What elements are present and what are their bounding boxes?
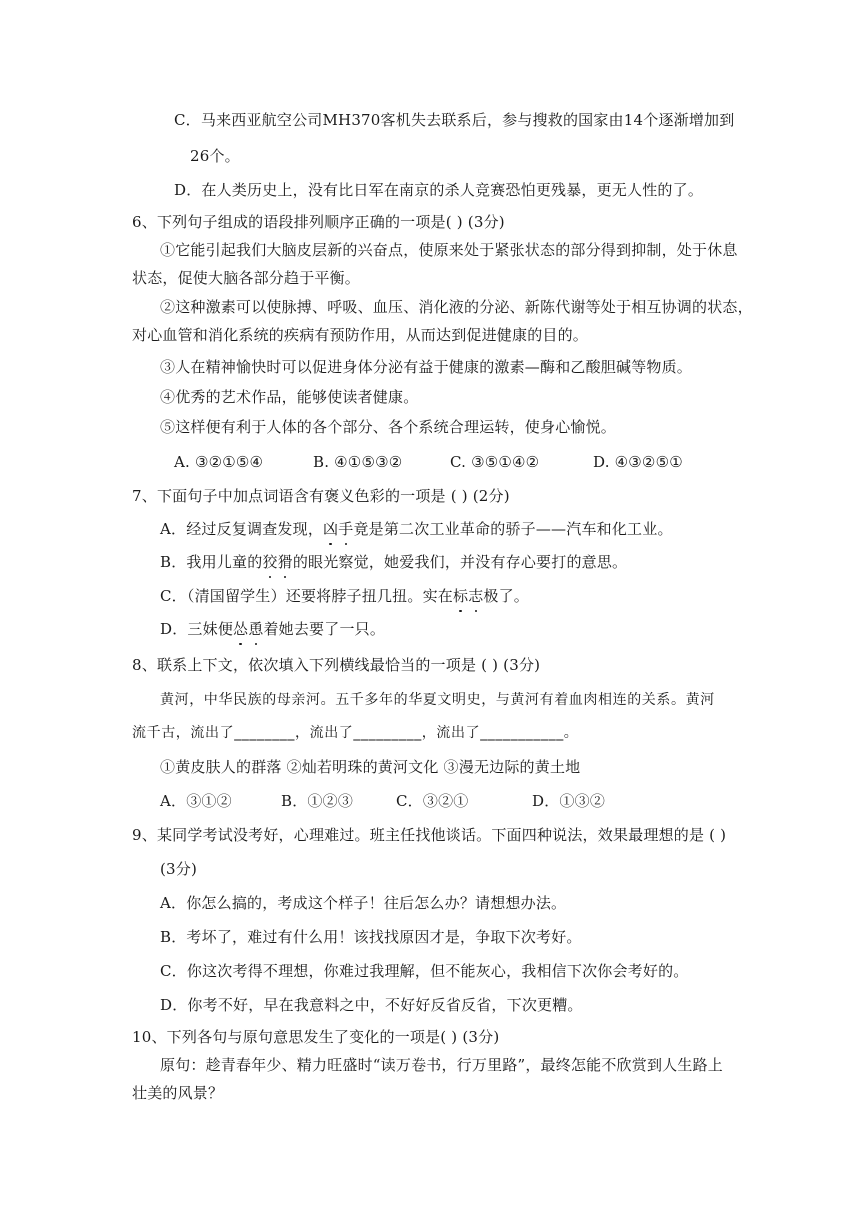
q7-option-b-text: B．我用儿童的 — [160, 553, 263, 571]
q6-sentence-5: ⑤这样便有利于人体的各个部分、各个系统合理运转，使身心愉悦。 — [160, 418, 617, 436]
q7-option-d-text: D．三妹便 — [160, 620, 234, 638]
q6-sentence-4: ④优秀的艺术作品，能够使读者健康。 — [160, 388, 419, 406]
q6-sentence-3: ③人在精神愉快时可以促进身体分泌有益于健康的激素—酶和乙酸胆碱等物质。 — [160, 358, 693, 376]
dotted-char: 怂 — [233, 620, 249, 638]
q6-sentence-1-line1: ①它能引起我们大脑皮层新的兴奋点，使原来处于紧张状态的部分得到抑制，处于休息 — [160, 241, 738, 259]
q8-passage-line1: 黄河，中华民族的母亲河。五千多年的华夏文明史，与黄河有着血肉相连的关系。黄河 — [160, 692, 715, 708]
dotted-char: 标 — [452, 587, 469, 605]
q7-option-b — [160, 552, 627, 572]
dotted-char: 恿 — [248, 620, 264, 638]
q6-option-b: B. ④①⑤③② — [313, 453, 403, 471]
q7-option-a — [160, 519, 673, 539]
q6-sentence-2-line1: ②这种激素可以使脉搏、呼吸、血压、消化液的分泌、新陈代谢等处于相互协调的状态， — [160, 298, 753, 316]
q9-option-a: A．你怎么搞的，考成这个样子！往后怎么办？请想想办法。 — [160, 894, 567, 912]
q7-option-b-text: 的眼光察觉，她爱我们，并没有存心要打的意思。 — [292, 553, 628, 571]
q7-option-c-text: 极了。 — [483, 587, 529, 605]
q6-option-a: A. ③②①⑤④ — [174, 453, 264, 471]
q9-option-b: B．考坏了，难过有什么用！该找找原因才是，争取下次考好。 — [160, 928, 582, 946]
q8-option-c: C．③②① — [396, 792, 469, 810]
q6-stem: 6、下列句子组成的语段排列顺序正确的一项是( ) (3分) — [132, 213, 505, 231]
q7-stem: 7、下面句子中加点词语含有褒义色彩的一项是 ( ) (2分) — [132, 487, 510, 505]
q5-option-c-line2: 26个。 — [190, 147, 240, 165]
q6-sentence-1-line2: 状态，促使大脑各部分趋于平衡。 — [132, 269, 361, 287]
q7-option-c-dotted-word — [453, 587, 483, 605]
q8-option-d: D．①③② — [532, 792, 606, 810]
q7-option-d — [160, 619, 385, 639]
q8-stem: 8、联系上下文，依次填入下列横线最恰当的一项是 ( ) (3分) — [132, 656, 541, 674]
q7-option-a-text: A．经过反复调查发现， — [160, 520, 324, 538]
q9-option-d: D．你考不好，早在我意料之中，不好好反省反省，下次更糟。 — [160, 996, 583, 1014]
q7-option-c — [160, 586, 529, 606]
q8-option-b: B．①②③ — [281, 792, 354, 810]
dotted-char: 志 — [468, 587, 484, 605]
dotted-char: 猾 — [277, 553, 293, 571]
q7-option-c-text: C．（清国留学生）还要将脖子扭几扭。实在 — [160, 587, 453, 605]
q7-option-d-text: 着她去要了一只。 — [263, 620, 386, 638]
q9-stem-line2: (3分) — [160, 860, 198, 878]
q6-option-d: D. ④③②⑤① — [593, 453, 683, 471]
dotted-char: 手 — [338, 520, 354, 538]
q5-option-c-line1: C．马来西亚航空公司MH370客机失去联系后，参与搜救的国家由14个逐渐增加到 — [174, 111, 735, 129]
q5-option-d: D．在人类历史上，没有比日军在南京的杀人竞赛恐怕更残暴，更无人性的了。 — [174, 181, 704, 199]
q6-option-c: C. ③⑤①④② — [450, 453, 540, 471]
q9-stem-line1: 9、某同学考试没考好，心理难过。班主任找他谈话。下面四种说法，效果最理想的是 ( ) — [132, 826, 727, 844]
q8-option-a: A．③①② — [160, 792, 232, 810]
q10-original-line1: 原句：趁青春年少、精力旺盛时“读万卷书，行万里路”，最终怎能不欣赏到人生路上 — [160, 1056, 723, 1074]
dotted-char: 凶 — [323, 520, 339, 538]
q7-option-a-text: 竟是第二次工业革命的骄子——汽车和化工业。 — [353, 520, 673, 538]
dotted-char: 狡 — [262, 553, 278, 571]
q7-option-a-dotted-word — [323, 520, 353, 538]
q7-option-d-dotted-word — [233, 620, 263, 638]
q10-stem: 10、下列各句与原句意思发生了变化的一项是( ) (3分) — [132, 1028, 500, 1046]
q8-choices: ①黄皮肤人的群落 ②灿若明珠的黄河文化 ③漫无边际的黄土地 — [160, 758, 581, 776]
q6-sentence-2-line2: 对心血管和消化系统的疾病有预防作用，从而达到促进健康的目的。 — [132, 326, 589, 344]
q9-option-c: C．你这次考得不理想，你难过我理解，但不能灰心，我相信下次你会考好的。 — [160, 962, 689, 980]
q8-passage-line2: 流千古，流出了________，流出了_________，流出了___________。 — [132, 725, 579, 741]
q7-option-b-dotted-word — [262, 553, 292, 571]
q10-original-line2: 壮美的风景？ — [132, 1084, 224, 1102]
